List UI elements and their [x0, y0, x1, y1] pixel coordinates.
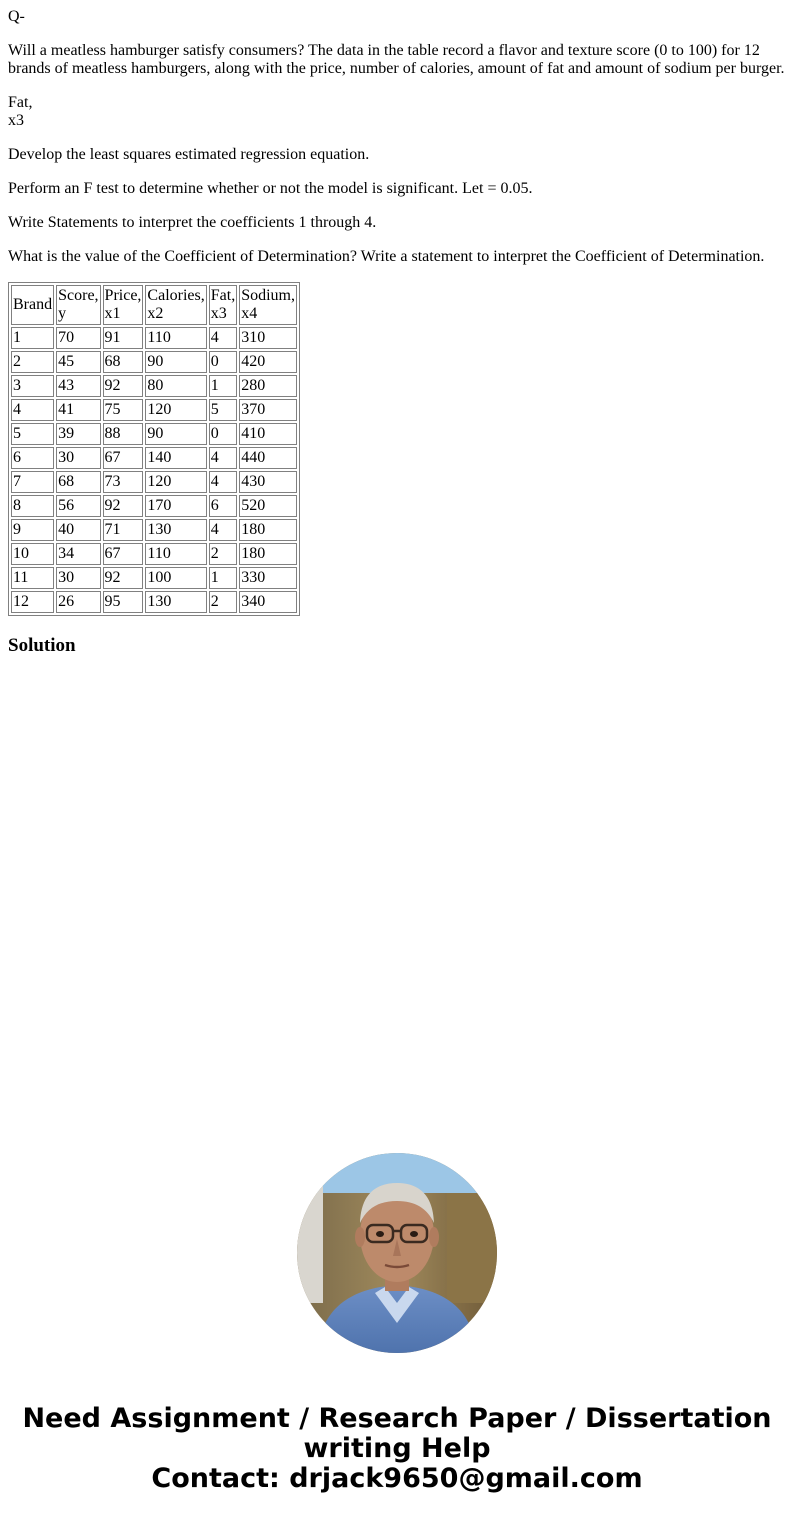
document-body	[0, 0, 794, 657]
table-cell: 5	[209, 399, 237, 421]
table-cell: 120	[145, 471, 206, 493]
question-label: Q-	[8, 8, 25, 25]
table-row	[11, 375, 297, 397]
header-cell: Sodium, x4	[239, 285, 297, 325]
table-cell: 4	[209, 471, 237, 493]
table-cell: 4	[209, 519, 237, 541]
table-cell: 80	[145, 375, 206, 397]
table-cell: 120	[145, 399, 206, 421]
table-cell: 8	[11, 495, 54, 517]
table-row	[11, 351, 297, 373]
table-cell: 0	[209, 351, 237, 373]
table-cell: 4	[209, 447, 237, 469]
header-cell: Score, y	[56, 285, 100, 325]
table-cell: 90	[145, 351, 206, 373]
promo-line-3: Contact: drjack9650@gmail.com	[151, 1463, 643, 1494]
table-header-row	[11, 285, 297, 325]
table-cell: 330	[239, 567, 297, 589]
table-cell: 30	[56, 567, 100, 589]
table-row	[11, 399, 297, 421]
table-cell: 39	[56, 423, 100, 445]
table-cell: 1	[11, 327, 54, 349]
table-cell: 110	[145, 543, 206, 565]
table-cell: 6	[11, 447, 54, 469]
table-cell: 67	[103, 543, 144, 565]
table-cell: 1	[209, 375, 237, 397]
table-cell: 95	[103, 591, 144, 613]
task-regression: Develop the least squares estimated regression equation.	[8, 146, 370, 163]
table-cell: 4	[209, 327, 237, 349]
table-cell: 110	[145, 327, 206, 349]
table-row	[11, 471, 297, 493]
table-cell: 140	[145, 447, 206, 469]
header-cell: Price, x1	[103, 285, 144, 325]
table-cell: 75	[103, 399, 144, 421]
table-cell: 370	[239, 399, 297, 421]
table-cell: 2	[209, 543, 237, 565]
table-cell: 73	[103, 471, 144, 493]
promo-line-1: Need Assignment / Research Paper / Dissertation	[22, 1403, 772, 1434]
table-cell: 34	[56, 543, 100, 565]
table-cell: 100	[145, 567, 206, 589]
table-row	[11, 519, 297, 541]
table-cell: 7	[11, 471, 54, 493]
task-determination: What is the value of the Coefficient of Determination? Write a statement to interpret the Coefficient of Determination.	[8, 248, 765, 265]
table-cell: 43	[56, 375, 100, 397]
table-cell: 520	[239, 495, 297, 517]
table-cell: 4	[11, 399, 54, 421]
promo-line-2: writing Help	[303, 1433, 491, 1464]
header-cell: Brand	[11, 285, 54, 325]
table-cell: 88	[103, 423, 144, 445]
table-cell: 6	[209, 495, 237, 517]
table-row	[11, 567, 297, 589]
header-cell: Calories, x2	[145, 285, 206, 325]
table-cell: 92	[103, 567, 144, 589]
task-coefficients: Write Statements to interpret the coefficients 1 through 4.	[8, 214, 377, 231]
fat-label	[8, 94, 786, 130]
table-row	[11, 447, 297, 469]
table-cell: 130	[145, 519, 206, 541]
table-cell: 310	[239, 327, 297, 349]
table-cell: 90	[145, 423, 206, 445]
table-cell: 70	[56, 327, 100, 349]
table-cell: 440	[239, 447, 297, 469]
table-cell: 92	[103, 375, 144, 397]
table-cell: 9	[11, 519, 54, 541]
table-row	[11, 495, 297, 517]
table-cell: 130	[145, 591, 206, 613]
fat-label-line2: x3	[8, 112, 24, 129]
table-cell: 11	[11, 567, 54, 589]
table-cell: 26	[56, 591, 100, 613]
table-cell: 67	[103, 447, 144, 469]
table-cell: 280	[239, 375, 297, 397]
table-row	[11, 591, 297, 613]
author-photo	[297, 1153, 497, 1353]
table-cell: 10	[11, 543, 54, 565]
table-body	[11, 327, 297, 613]
table-cell: 40	[56, 519, 100, 541]
table-row	[11, 327, 297, 349]
avatar	[297, 1153, 497, 1353]
table-cell: 91	[103, 327, 144, 349]
header-cell: Fat, x3	[209, 285, 237, 325]
table-cell: 180	[239, 543, 297, 565]
table-cell: 430	[239, 471, 297, 493]
table-cell: 5	[11, 423, 54, 445]
table-cell: 92	[103, 495, 144, 517]
task-f-test: Perform an F test to determine whether or not the model is significant. Let = 0.05.	[8, 180, 533, 197]
table-cell: 1	[209, 567, 237, 589]
hamburger-data-table	[8, 282, 300, 616]
table-cell: 2	[11, 351, 54, 373]
promo-banner	[0, 1404, 794, 1494]
table-cell: 170	[145, 495, 206, 517]
table-cell: 30	[56, 447, 100, 469]
table-cell: 0	[209, 423, 237, 445]
table-cell: 56	[56, 495, 100, 517]
table-cell: 41	[56, 399, 100, 421]
table-cell: 45	[56, 351, 100, 373]
table-cell: 71	[103, 519, 144, 541]
question-intro: Will a meatless hamburger satisfy consumers? The data in the table record a flavor and texture score (0 to 100) for 12 brands of meatless hamburgers, along with the price, number of calories, amount of fat and amount of sodium per burger.	[8, 42, 785, 77]
table-cell: 68	[56, 471, 100, 493]
fat-label-line1: Fat,	[8, 94, 33, 111]
table-cell: 2	[209, 591, 237, 613]
table-cell: 3	[11, 375, 54, 397]
solution-heading: Solution	[8, 635, 76, 656]
table-cell: 420	[239, 351, 297, 373]
table-cell: 340	[239, 591, 297, 613]
table-cell: 180	[239, 519, 297, 541]
table-cell: 410	[239, 423, 297, 445]
table-row	[11, 543, 297, 565]
table-cell: 12	[11, 591, 54, 613]
table-cell: 68	[103, 351, 144, 373]
table-row	[11, 423, 297, 445]
